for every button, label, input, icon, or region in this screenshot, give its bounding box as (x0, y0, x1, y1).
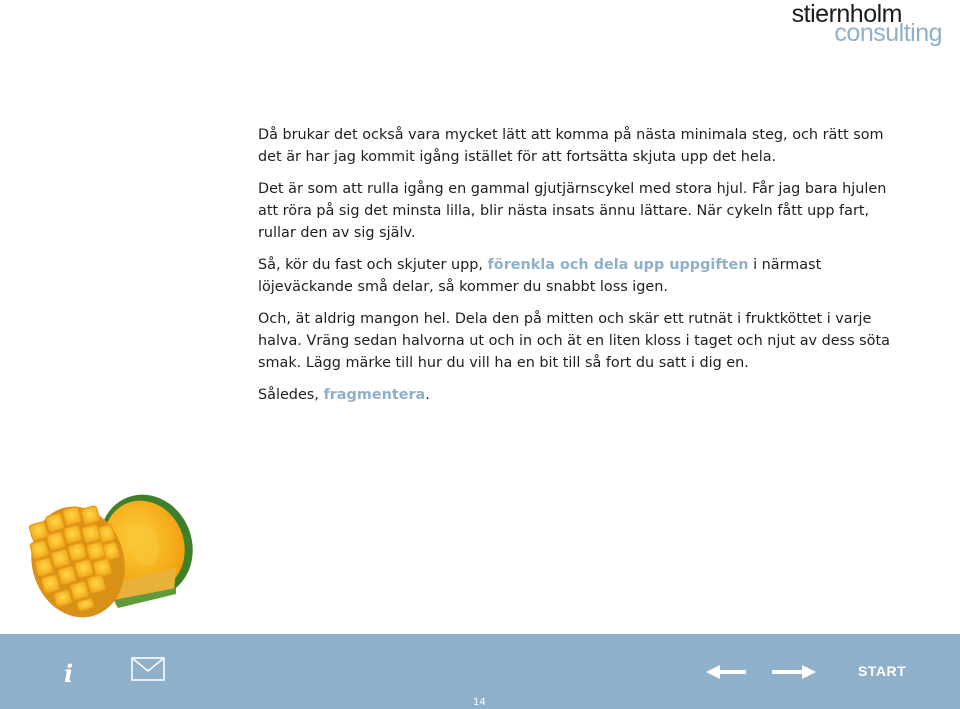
paragraph-3-end: i närmast löjeväckande små delar, så kommer du snabbt loss igen. (258, 257, 822, 295)
company-logo (792, 2, 942, 46)
paragraph-5-end: . (425, 387, 430, 403)
mango-illustration (26, 488, 200, 624)
paragraph-5 (258, 384, 908, 406)
paragraph-4 (258, 308, 908, 374)
paragraph-3 (258, 254, 908, 298)
paragraph-4-line-2: Vräng sedan halvorna ut och in och ät en liten kloss i taget och njut av dess söta smak. Lägg märke till hur du vill ha en bit till så fort du satt i dig en. (258, 333, 890, 371)
body-text (258, 124, 908, 416)
mail-icon[interactable] (131, 657, 165, 681)
arrow-right-icon[interactable] (772, 662, 816, 682)
paragraph-2: Det är som att rulla igång en gammal gjutjärnscykel med stora hjul. Får jag bara hjulen att röra på sig det minsta lilla, blir nästa insats ännu lättare. När cykeln fått upp fart, rullar den av sig själv. (258, 181, 887, 241)
logo-line-1: stiernholm (791, 0, 902, 28)
arrow-left-icon[interactable] (706, 662, 746, 682)
footer-bar (0, 634, 960, 709)
info-icon[interactable]: i (64, 659, 74, 688)
page-number: 14 (473, 697, 486, 708)
start-button[interactable]: START (858, 663, 907, 679)
paragraph-3-start: Så, kör du fast och skjuter upp, (258, 257, 488, 273)
highlight-simplify-link[interactable]: förenkla och dela upp uppgiften (487, 257, 749, 273)
logo-line-2: consulting (834, 19, 942, 47)
paragraph-4-line-1: Och, ät aldrig mangon hel. Dela den på mitten och skär ett rutnät i fruktköttet i varje halva. (258, 311, 872, 349)
paragraph-5-start: Således, (258, 387, 324, 403)
paragraph-1: Då brukar det också vara mycket lätt att komma på nästa minimala steg, och rätt som det är har jag kommit igång istället för att fortsätta skjuta upp det hela. (258, 127, 884, 165)
highlight-fragment-link[interactable]: fragmentera (323, 387, 426, 403)
